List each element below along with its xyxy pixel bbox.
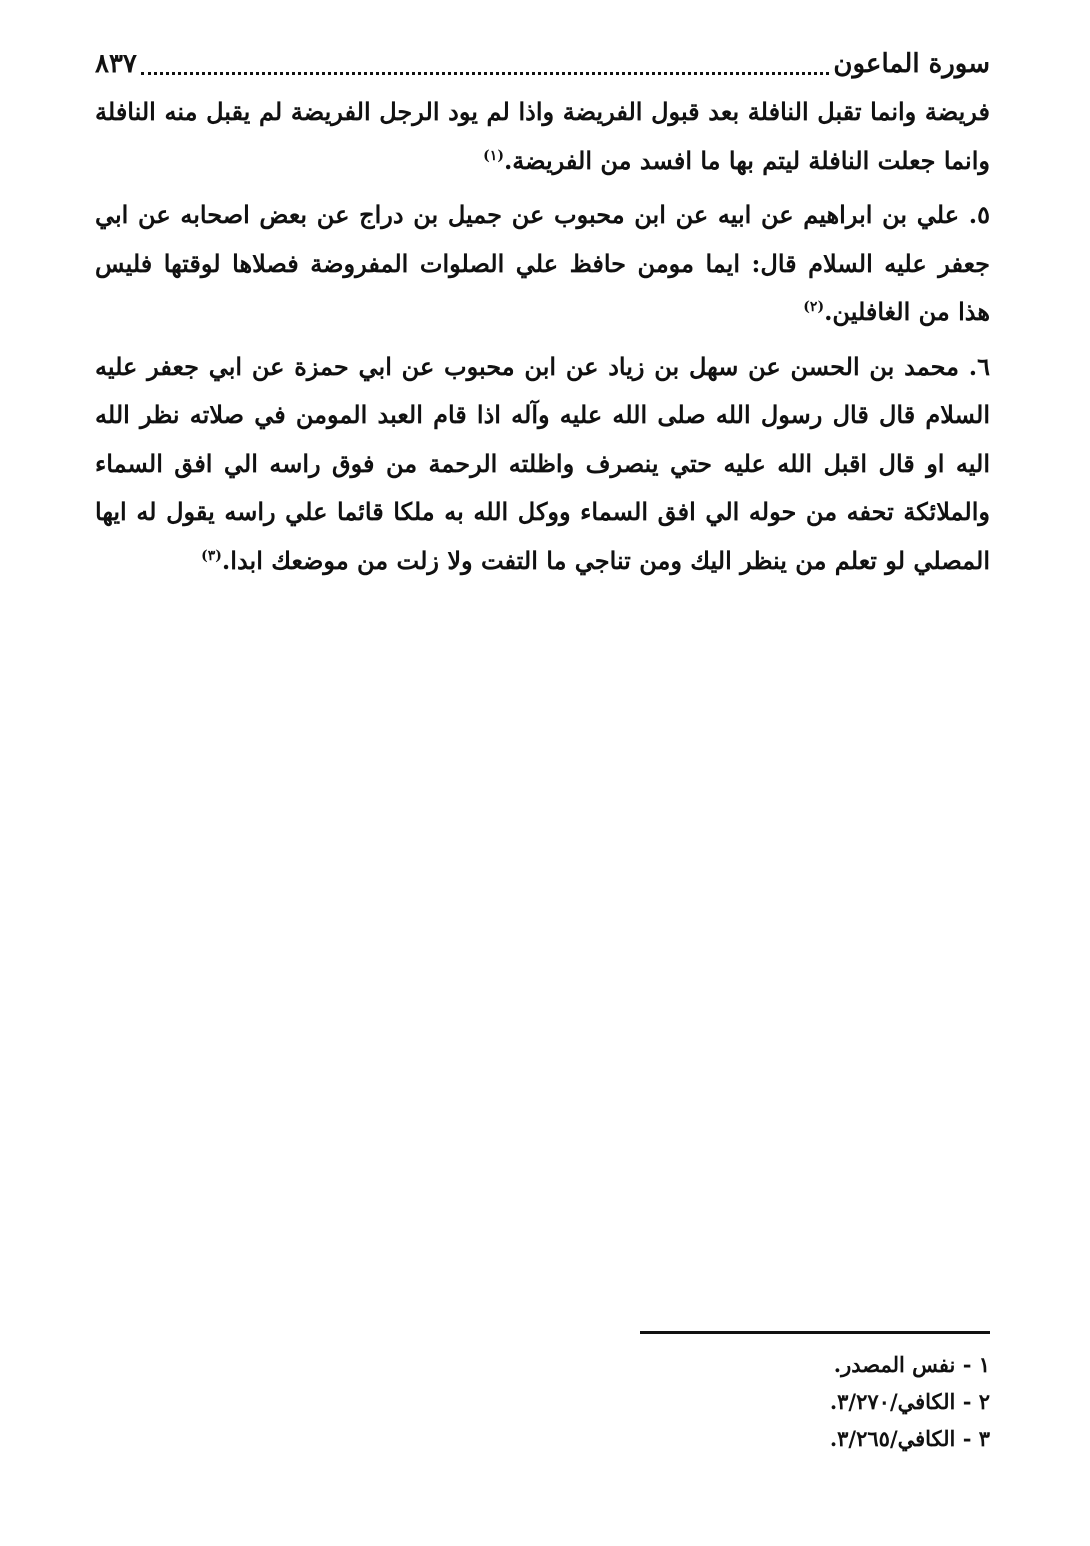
footnotes	[95, 1346, 990, 1457]
running-header	[95, 44, 990, 84]
footnote-separator	[640, 1331, 990, 1334]
paragraph-text: ٥. علي بن ابراهيم عن ابيه عن ابن محبوب عن جميل بن دراج عن بعض اصحابه عن ابي جعفر عليه السلام قال: ايما مومن حافظ علي الصلوات المفروضة فصلاها لوقتها فليس هذا من الغافلين.	[95, 200, 990, 326]
page-number: ٨٣٧	[95, 49, 137, 79]
footnote-reference: (٢)	[803, 299, 825, 315]
footnote-2: ٢ - الكافي/٣/٢٧٠.	[829, 1389, 990, 1414]
paragraph-text: ٦. محمد بن الحسن عن سهل بن زياد عن ابن محبوب عن ابي حمزة عن ابي جعفر عليه السلام قال قال رسول الله صلى الله عليه وآله اذا قام العبد المومن في صلاته نظر الله اليه او قال اقبل الله عليه حتي ينصرف واظلته الرحمة من فوق راسه الي افق السماء والملائكة تحفه من حوله الي افق السماء ووكل الله به ملكا قائما علي راسه يقول له ايها المصلي لو تعلم من ينظر اليك ومن تناجي ما التفت ولا زلت من موضعك ابدا.	[95, 351, 990, 575]
paragraph-text: فريضة وانما تقبل النافلة بعد قبول الفريضة واذا لم يود الرجل الفريضة لم يقبل منه النافلة وانما جعلت النافلة ليتم بها ما افسد من الفريضة.	[95, 97, 990, 175]
footnote-3: ٣ - الكافي/٣/٢٦٥.	[829, 1426, 990, 1451]
hadith-paragraph-5	[95, 191, 990, 337]
hadith-paragraph-6	[95, 343, 990, 586]
main-text	[95, 88, 990, 591]
footnote-1: ١ - نفس المصدر.	[833, 1352, 990, 1377]
header-dot-leader	[141, 72, 830, 75]
surah-title: سورة الماعون	[833, 49, 990, 79]
paragraph-continuation	[95, 88, 990, 185]
footnote-reference: (٣)	[201, 547, 222, 564]
footnote-reference: (١)	[483, 147, 504, 164]
